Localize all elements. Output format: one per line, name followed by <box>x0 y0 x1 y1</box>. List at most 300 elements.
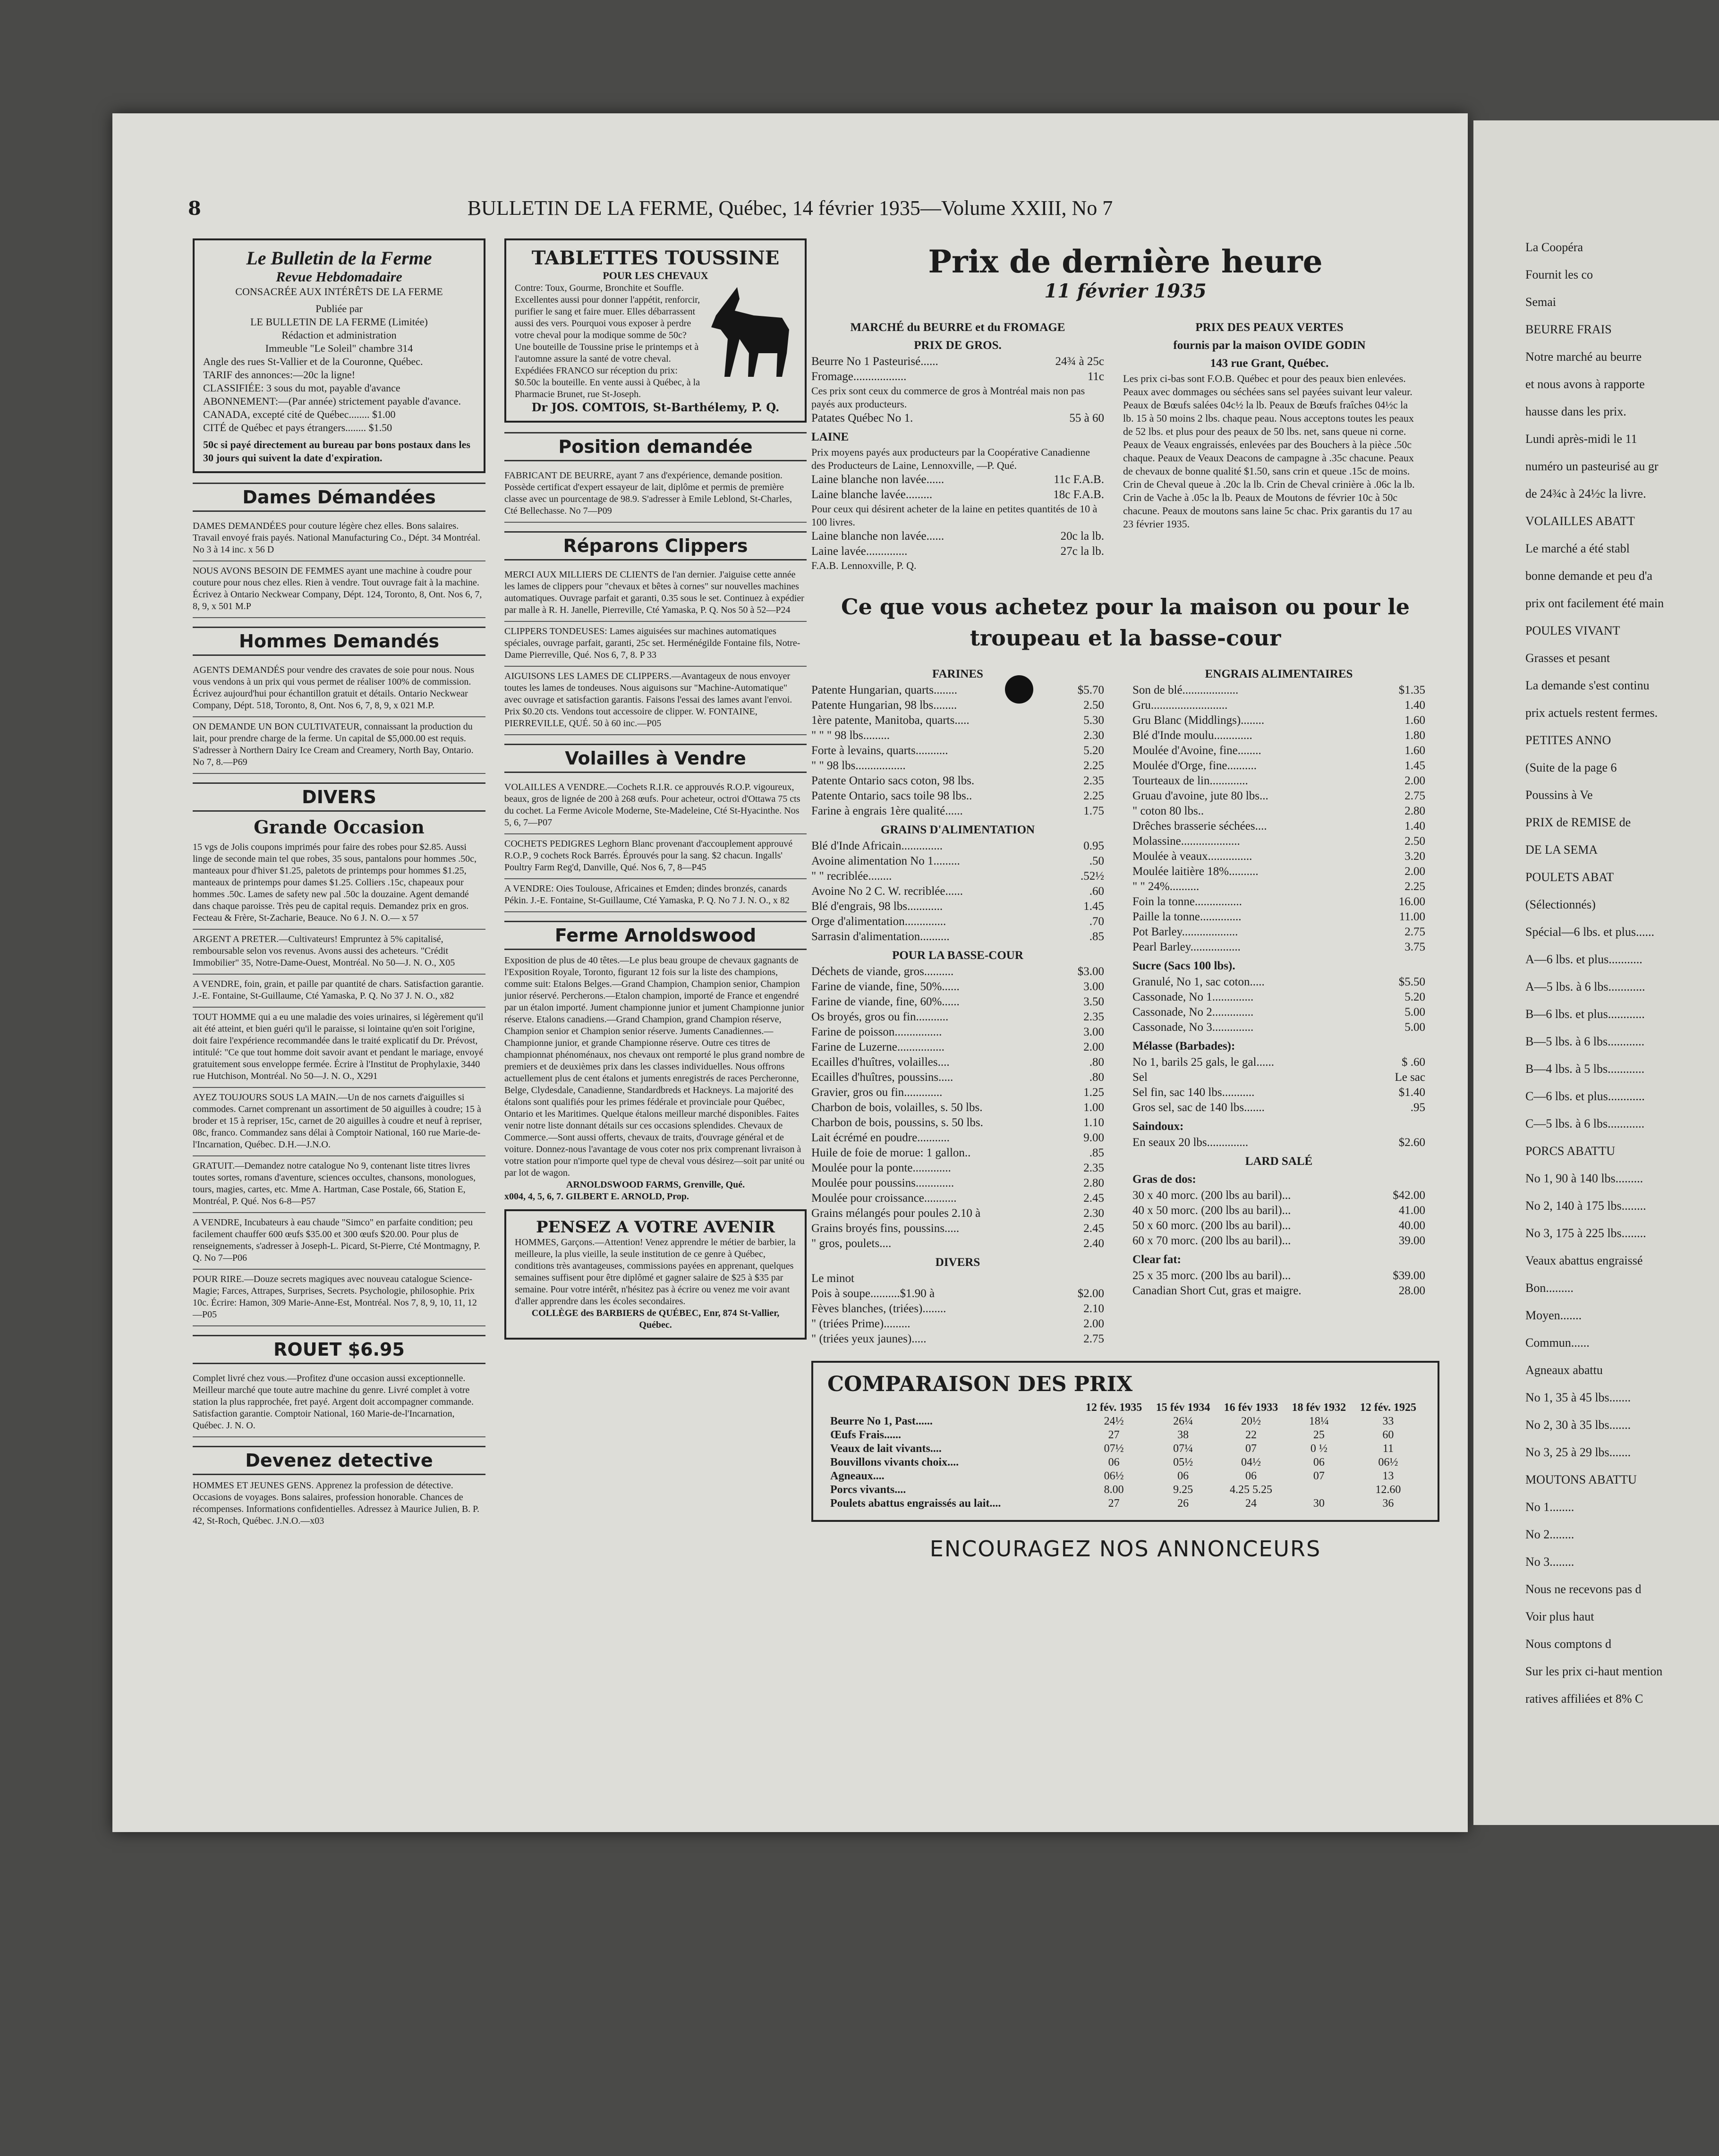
price-label: " " " 98 lbs......... <box>811 729 890 742</box>
price-value: 1.40 <box>1404 820 1425 832</box>
divers-ad: POUR RIRE.—Douze secrets magiques avec nouveau catalogue Science-Magie; Farces, Attrapes, Surprises, Secrets. Psychologie, philosophie. Prix 10c. Écrire: Hamon, 309 Marie-Anne-Est, Montréal. Nos 7, 8, 9, 10, 11, 12—P05 <box>193 1270 485 1326</box>
edge-line: A—6 lbs. et plus........... <box>1525 952 1642 966</box>
masthead-subtitle: Revue Hebdomadaire <box>276 269 402 285</box>
table-row <box>827 1415 1423 1428</box>
row-label: Agneaux.... <box>830 1470 885 1482</box>
row-value: 06 <box>1108 1456 1120 1468</box>
edge-line: Grasses et pesant <box>1525 651 1610 665</box>
edge-line: No 2, 140 à 175 lbs........ <box>1525 1199 1646 1213</box>
price-label: " " 24%.......... <box>1132 880 1200 893</box>
price-row <box>811 698 1104 713</box>
lard-title: LARD SALÉ <box>1245 1155 1313 1168</box>
price-label: Patente Hungarian, 98 lbs........ <box>811 699 957 712</box>
price-label: Sarrasin d'alimentation.......... <box>811 930 950 943</box>
hommes-ad: ON DEMANDE UN BON CULTIVATEUR, connaissant la production du lait, pour prendre charge de la ferme. Un capital de $5,000.00 est requis. S'adresser à Northern Dairy Ice Cream and Creamery, North Bay, Ontario. No 7, 8.—P69 <box>193 717 485 774</box>
canada-rate: CANADA, excepté cité de Québec........ $1.00 <box>203 408 396 420</box>
price-row <box>811 804 1104 819</box>
laine-foot: F.A.B. Lennoxville, P. Q. <box>811 560 917 571</box>
toussine-sign: Dr JOS. COMTOIS, St-Barthélemy, P. Q. <box>531 400 780 414</box>
row-value: 04½ <box>1241 1456 1261 1468</box>
price-label: Avoine No 2 C. W. recriblée...... <box>811 885 963 898</box>
row-value: 30 <box>1313 1497 1325 1510</box>
price-label: Blé d'Inde Africain.............. <box>811 840 943 852</box>
price-value: 3.00 <box>1083 980 1104 993</box>
marche-note: Ces prix sont ceux du commerce de gros à Montréal mais non pas payés aux producteurs. <box>811 385 1085 410</box>
column-3 <box>811 238 1439 1562</box>
divers-ad: GRATUIT.—Demandez notre catalogue No 9, contenant liste titres livres toutes sortes, romans d'aventure, sciences occultes, chansons, monologues, tours, magies, cartes, etc. Mme A. Hartman, Case Postale, 66, Station E, Montréal, P. Qué. Nos 6-8—P57 <box>193 1156 485 1213</box>
edge-line: (Sélectionnés) <box>1525 898 1596 911</box>
row-value: 18¼ <box>1309 1415 1329 1427</box>
price-value: 1.75 <box>1083 805 1104 817</box>
price-label: Gru.......................... <box>1132 699 1228 712</box>
basse-title: POUR LA BASSE-COUR <box>892 949 1023 962</box>
price-row <box>1132 1100 1425 1115</box>
price-row <box>1132 683 1425 698</box>
price-row <box>811 839 1104 854</box>
arnold-text: Exposition de plus de 40 têtes.—Le plus beau groupe de chevaux gagnants de l'Exposition Royale, Toronto, figurant 12 fois sur la liste des champions, comme suit: Etalons Belges.—Grand Champion, Champion senior, Champion junior réservé. Percherons.—Etalon champion, importé de France et engendré par un étalon importé. Jument championne junior et jument Championne junior réserve. Etalons canadiens.—Grand Champion, grand Champion réserve, Champion senior et Champion senior réserve. Juments Canadiennes.—Championne junior, et grande Championne réserve. Outre ces titres de championnat phénoménaux, nos chevaux ont remporté le plus grand nombre de premiers et de deuxièmes prix dans les classes individuelles. Nous offrons actuellement plus de cent étalons et juments enregistrés de races Percheronne, Belge, Clydesdale, Canadienne, Standardbreds et Hackneys. La majorité des étalons sont qualifiés pour les primes fédérale et provinciale pour Québec, Ontario et les Maritimes. Quelque étalons meilleur marché disponibles. Faites venir notre liste donnant détails sur ces occasions splendides. Chevaux de Commerce.—Sont aussi offerts, chevaux de traits, d'ouvrage général et de voiture. Donnez-nous l'avantage de vous coter nos prix comprenant livraison à votre station pour n'importe quel type de cheval vous désirez—soit par unité ou par lot de wagon. <box>504 955 805 1178</box>
volailles-ad: A VENDRE: Oies Toulouse, Africaines et Emden; dindes bronzés, canards Pékin. J.-E. Fontaine, St-Guillaume, Cté Yamaska, P. Q. No 7 J. N. O., x 82 <box>504 879 807 912</box>
price-label: Patente Hungarian, quarts........ <box>811 684 957 696</box>
price-value: 2.25 <box>1083 759 1104 772</box>
price-label: Tourteaux de lin............. <box>1132 774 1248 787</box>
edge-line: de 24¾c à 24½c la livre. <box>1525 487 1646 501</box>
comparaison-title: COMPARAISON DES PRIX <box>827 1372 1133 1396</box>
price-value: $39.00 <box>1393 1269 1425 1282</box>
masthead-note: 50c si payé directement au bureau par bons postaux dans les 30 jours qui suivent la date d'expiration. <box>203 439 470 464</box>
price-value: .60 <box>1089 885 1104 898</box>
edge-line: (Suite de la page 6 <box>1525 761 1617 774</box>
row-value: 13 <box>1382 1470 1394 1482</box>
clippers-ad: CLIPPERS TONDEUSES: Lames aiguisées sur machines automatiques spéciales, ouvrage parfait, garanti, 25c set. Herménégilde Fontaine fils, Notre-Dame Pierreville, Qué. Nos 6, 7, 8. P 33 <box>504 622 807 667</box>
sucre-title: Sucre (Sacs 100 lbs). <box>1132 959 1235 972</box>
row-value: 06½ <box>1378 1456 1398 1468</box>
saindoux-title: Saindoux: <box>1132 1120 1184 1133</box>
price-row: Patates Québec No 1. 55 à 60 <box>811 412 1104 424</box>
price-row <box>811 1316 1104 1332</box>
price-row <box>811 1010 1104 1025</box>
price-label: Moulée pour poussins............. <box>811 1177 954 1189</box>
marche-column <box>811 316 1104 572</box>
volailles-ad: VOLAILLES A VENDRE.—Cochets R.I.R. ce approuvés R.O.P. vigoureux, beaux, gros de lignée de 200 à 268 œufs. Pour acheteur, octroi d'Ottawa 75 cts du cochet. La Ferme Avicole Moderne, Ste-Madeleine, Cté St-Hyacinthe. Nos 5, 6, 7—P07 <box>504 778 807 834</box>
price-value: 39.00 <box>1398 1234 1425 1247</box>
price-label: " (triées yeux jaunes)..... <box>811 1333 927 1345</box>
publisher: LE BULLETIN DE LA FERME (Limitée) <box>250 316 428 328</box>
row-value: 25 <box>1313 1429 1325 1441</box>
edge-line: Poussins à Ve <box>1525 788 1593 802</box>
price-value: .85 <box>1089 1146 1104 1159</box>
adjacent-page-edge <box>1473 120 1719 1825</box>
price-label: 25 x 35 morc. (200 lbs au baril)... <box>1132 1269 1291 1282</box>
price-value: 2.80 <box>1083 1177 1104 1189</box>
price-value: 2.50 <box>1404 835 1425 848</box>
price-row: Laine blanche non lavée...... 11c F.A.B. <box>811 473 1104 486</box>
price-value: 1.40 <box>1404 699 1425 712</box>
price-row <box>811 683 1104 698</box>
price-value: $5.70 <box>1077 684 1104 696</box>
table-row <box>827 1497 1423 1511</box>
price-label: Gros sel, sac de 140 lbs....... <box>1132 1101 1265 1114</box>
price-row <box>1132 909 1425 925</box>
divers-price-title: DIVERS <box>935 1256 980 1269</box>
price-value: $5.50 <box>1398 976 1425 988</box>
price-row <box>811 1271 1104 1286</box>
price-row <box>1132 773 1425 789</box>
price-label: Pois à soupe..........$1.90 à <box>811 1287 935 1300</box>
price-value: 2.25 <box>1083 789 1104 802</box>
price-row <box>811 929 1104 944</box>
price-row <box>1132 834 1425 849</box>
price-label: Cassonade, No 3.............. <box>1132 1021 1254 1034</box>
edge-line: prix actuels restent fermes. <box>1525 706 1658 720</box>
price-label: Moulée à veaux............... <box>1132 850 1252 863</box>
row-value: 27 <box>1108 1429 1120 1441</box>
price-row: Laine lavée.............. 27c la lb. <box>811 545 1104 558</box>
edge-line: La Coopéra <box>1525 240 1583 254</box>
price-label: Gruau d'avoine, jute 80 lbs... <box>1132 789 1268 802</box>
toussine-box <box>504 238 807 423</box>
comparaison-column-header: 15 fév 1934 <box>1156 1401 1210 1414</box>
page-number: 8 <box>188 197 201 220</box>
price-label: Drêches brasserie séchées.... <box>1132 820 1267 832</box>
punch-hole-icon <box>1005 675 1033 704</box>
edge-line: No 2........ <box>1525 1528 1574 1541</box>
price-label: Avoine alimentation No 1......... <box>811 855 960 867</box>
row-label: Porcs vivants.... <box>830 1484 906 1496</box>
edge-line: La demande s'est continu <box>1525 679 1650 692</box>
edge-line: Fournit les co <box>1525 268 1593 281</box>
price-value: .52½ <box>1081 870 1104 883</box>
price-value: 1.00 <box>1083 1101 1104 1114</box>
detective-title: Devenez detective <box>193 1446 485 1475</box>
price-value: 5.20 <box>1083 744 1104 757</box>
divers-ad: ARGENT A PRETER.—Cultivateurs! Empruntez à 5% capitalisé, remboursable selon vos revenus. Avons aussi des acheteurs. "Crédit Immobilier" 35, Notre-Dame-Ouest, Montréal. No 50—J. N. O., X05 <box>193 930 485 975</box>
edge-line: No 3, 25 à 29 lbs....... <box>1525 1445 1631 1459</box>
price-row <box>1132 990 1425 1005</box>
price-row <box>1132 698 1425 713</box>
grande-occasion-title: Grande Occasion <box>254 816 425 838</box>
sucre-list <box>1132 975 1425 1035</box>
detective-text: HOMMES ET JEUNES GENS. Apprenez la profession de détective. Occasions de voyages. Bons salaires, profession honorable. Chances de récompenses. Informations confidentielles. Adressez à Maurice Julien, B. P. 42, St-Roch, Québec. J.N.O.—x03 <box>193 1480 480 1526</box>
edge-line: et nous avons à rapporte <box>1525 377 1645 391</box>
price-label: 50 x 60 morc. (200 lbs au baril)... <box>1132 1219 1291 1232</box>
row-value: 07¼ <box>1173 1443 1193 1455</box>
row-value: 05½ <box>1173 1456 1193 1468</box>
price-value: 9.00 <box>1083 1131 1104 1144</box>
price-value: 2.45 <box>1083 1192 1104 1205</box>
masthead-tagline: CONSACRÉE AUX INTÉRÊTS DE LA FERME <box>235 286 443 297</box>
price-value: 2.75 <box>1404 789 1425 802</box>
edge-line: Agneaux abattu <box>1525 1363 1603 1377</box>
price-row: En seaux 20 lbs.............. $2.60 <box>1132 1136 1425 1149</box>
price-row <box>1132 864 1425 879</box>
price-label: Cassonade, No 2.............. <box>1132 1006 1254 1019</box>
table-row <box>827 1428 1423 1442</box>
footer-slogan: ENCOURAGEZ NOS ANNONCEURS <box>929 1536 1321 1562</box>
price-value: 2.50 <box>1083 699 1104 712</box>
grains-list <box>811 839 1104 944</box>
price-label: Sel <box>1132 1071 1148 1084</box>
row-label: Beurre No 1, Past...... <box>830 1415 933 1427</box>
price-value: 3.00 <box>1083 1026 1104 1038</box>
divers-ad: AYEZ TOUJOURS SOUS LA MAIN.—Un de nos carnets d'aiguilles si commodes. Carnet comprenant un assortiment de 50 aiguilles à coudre; 15 à broder et 15 à repriser, 15c, carnet de 20 aiguilles à coudre et neuf à repriser, 08c, franco. Commandez sans délai à Comptoir National, 160 rue Marie-de-l'Incarnation, Québec. D.H.—J.N.O. <box>193 1088 485 1156</box>
price-label: Déchets de viande, gros.......... <box>811 965 954 978</box>
price-row <box>811 1176 1104 1191</box>
price-value: $2.00 <box>1077 1287 1104 1300</box>
price-row: Laine blanche lavée......... 18c F.A.B. <box>811 488 1104 501</box>
clippers-ad: AIGUISONS LES LAMES DE CLIPPERS.—Avantageux de nous envoyer toutes les lames de tondeuses. Nous aiguisons sur "Machine-Automatique" avec ouvrage et satisfaction garantis. Faisons l'essai des lames avant l'envoi. Prix $0.20 cts. Vendons tout accessoire de clipper. W. FONTAINE, PIERREVILLE, QUÉ. 50 à 60 inc.—P05 <box>504 667 807 735</box>
price-row: Laine blanche non lavée...... 20c la lb. <box>811 530 1104 543</box>
edge-line: C—6 lbs. et plus............ <box>1525 1089 1645 1103</box>
row-value: 06½ <box>1104 1470 1124 1482</box>
price-row <box>811 854 1104 869</box>
edge-line: Moyen....... <box>1525 1308 1582 1322</box>
price-row <box>1132 894 1425 909</box>
price-label: Moulée laitière 18%.......... <box>1132 865 1259 878</box>
price-label: Forte à levains, quarts........... <box>811 744 948 757</box>
price-value: 2.35 <box>1083 774 1104 787</box>
price-label: 1ère patente, Manitoba, quarts..... <box>811 714 970 727</box>
price-label: Granulé, No 1, sac coton..... <box>1132 976 1265 988</box>
price-row <box>1132 1268 1425 1283</box>
column-1 <box>193 238 485 1527</box>
price-value: $1.35 <box>1398 684 1425 696</box>
price-label: Pot Barley................... <box>1132 925 1238 938</box>
price-label: 60 x 70 morc. (200 lbs au baril)... <box>1132 1234 1291 1247</box>
row-value: 24½ <box>1104 1415 1124 1427</box>
edge-line: PORCS ABATTU <box>1525 1144 1615 1158</box>
row-value: 22 <box>1245 1429 1257 1441</box>
edge-line: C—5 lbs. à 6 lbs............ <box>1525 1117 1645 1130</box>
row-value: 07 <box>1313 1470 1325 1482</box>
price-value: $1.40 <box>1398 1086 1425 1099</box>
toussine-sub: POUR LES CHEVAUX <box>603 270 708 281</box>
clear-list <box>1132 1268 1425 1299</box>
price-row <box>1132 975 1425 990</box>
price-label: Moulée pour croissance........... <box>811 1192 957 1205</box>
price-row <box>811 994 1104 1010</box>
price-label: Gru Blanc (Middlings)........ <box>1132 714 1265 727</box>
price-label: Gravier, gros ou fin............. <box>811 1086 943 1099</box>
arnold-foot: x004, 4, 5, 6, 7. GILBERT E. ARNOLD, Prop. <box>504 1191 689 1202</box>
edge-line: VOLAILLES ABATT <box>1525 514 1635 528</box>
edge-line: bonne demande et peu d'a <box>1525 569 1652 583</box>
row-value: 0 ½ <box>1310 1443 1328 1455</box>
price-value: 40.00 <box>1398 1219 1425 1232</box>
price-label: Paille la tonne.............. <box>1132 910 1242 923</box>
price-row <box>811 964 1104 979</box>
row-value: 38 <box>1177 1429 1189 1441</box>
price-row <box>811 1191 1104 1206</box>
price-value: 28.00 <box>1398 1284 1425 1297</box>
price-row <box>811 789 1104 804</box>
price-row <box>1132 925 1425 940</box>
edge-line: DE LA SEMA <box>1525 843 1598 857</box>
row-value: 60 <box>1382 1429 1394 1441</box>
price-row <box>811 1206 1104 1221</box>
price-label: Os broyés, gros ou fin........... <box>811 1010 949 1023</box>
price-value: 1.25 <box>1083 1086 1104 1099</box>
price-label: Huile de foie de morue: 1 gallon.. <box>811 1146 971 1159</box>
price-row <box>1132 940 1425 955</box>
price-row <box>1132 804 1425 819</box>
price-value: 16.00 <box>1398 895 1425 908</box>
price-row <box>811 1100 1104 1115</box>
edge-line: No 1, 35 à 45 lbs....... <box>1525 1391 1631 1404</box>
price-row <box>1132 1218 1425 1233</box>
price-row <box>811 979 1104 994</box>
edge-line: Nous ne recevons pas d <box>1525 1582 1642 1596</box>
edge-line: Bon......... <box>1525 1281 1574 1295</box>
price-row <box>1132 743 1425 758</box>
price-row <box>811 773 1104 789</box>
row-label: Œufs Frais...... <box>830 1429 901 1441</box>
price-label: Cassonade, No 1.............. <box>1132 991 1254 1003</box>
price-row <box>1132 1085 1425 1100</box>
laine-title: LAINE <box>811 431 849 443</box>
edge-line: Nous comptons d <box>1525 1637 1611 1651</box>
edge-line: No 2, 30 à 35 lbs....... <box>1525 1418 1631 1432</box>
price-label: Moulée d'Orge, fine.......... <box>1132 759 1257 772</box>
engrais-title: ENGRAIS ALIMENTAIRES <box>1205 668 1353 680</box>
position-title: Position demandée <box>504 432 807 461</box>
price-value: 1.80 <box>1404 729 1425 742</box>
price-label: Grains broyés fins, poussins..... <box>811 1222 960 1235</box>
price-row <box>811 1236 1104 1251</box>
divers-ad: A VENDRE, foin, grain, et paille par quantité de chars. Satisfaction garantie. J.-E. Fontaine, St-Guillaume, Cté Yamaska, P. Q. No 37 J. N. O., x82 <box>193 975 485 1008</box>
newspaper-page <box>112 113 1468 1832</box>
building: Immeuble "Le Soleil" chambre 314 <box>265 342 413 354</box>
price-value: .50 <box>1089 855 1104 867</box>
price-value: $42.00 <box>1393 1189 1425 1202</box>
price-value: 2.00 <box>1404 774 1425 787</box>
price-value: 2.35 <box>1083 1162 1104 1174</box>
row-value: 06 <box>1177 1470 1189 1482</box>
marche-sub: PRIX DE GROS. <box>914 339 1002 352</box>
price-row <box>811 1055 1104 1070</box>
volailles-ad: COCHETS PEDIGRES Leghorn Blanc provenant d'accouplement approuvé R.O.P., 9 cochets Rock Barrés. Éprouvés pour la sang. $2 chacun. Ingalls' Poultry Farm Reg'd, Danville, Qué. Nos 6, 7, 8—P45 <box>504 834 807 879</box>
comparaison-table <box>827 1401 1423 1511</box>
price-value: 2.25 <box>1404 880 1425 893</box>
arnold-title: Ferme Arnoldswood <box>504 921 807 950</box>
edge-line: No 1, 90 à 140 lbs......... <box>1525 1171 1643 1185</box>
edge-line: Commun...... <box>1525 1336 1590 1350</box>
toussine-text: Contre: Toux, Gourme, Bronchite et Souffle. Excellentes aussi pour donner l'appétit, renforcir, purifier le sang et faire muer. Elles débarrassent aussi des vers. Pourquoi vous exposer à perdre votre cheval pour la modique somme de 50c? Une bouteille de Toussine prise le printemps et à l'automne assure la santé de votre cheval. Expédiées FRANCO sur réception du prix: $0.50c la bouteille. En vente aussi à Québec, à la Pharmacie Brunet, rue St-Joseph. <box>515 283 700 399</box>
price-row <box>811 728 1104 743</box>
price-row <box>811 869 1104 884</box>
divers-title: DIVERS <box>193 782 485 812</box>
price-value: 3.50 <box>1083 995 1104 1008</box>
basse-list <box>811 964 1104 1251</box>
avenir-sign: COLLÈGE des BARBIERS de QUÉBEC, Enr, 874 St-Vallier, Québec. <box>531 1308 780 1330</box>
price-row <box>1132 1020 1425 1035</box>
address: Angle des rues St-Vallier et de la Couronne, Québec. <box>203 356 423 367</box>
price-row: Beurre No 1 Pasteurisé...... 24¾ à 25c <box>811 355 1104 368</box>
price-value: 1.45 <box>1404 759 1425 772</box>
price-value: 11.00 <box>1399 910 1425 923</box>
comparaison-column-header: 18 fév 1932 <box>1292 1401 1346 1414</box>
table-row <box>827 1483 1423 1497</box>
price-value: 2.30 <box>1083 1207 1104 1220</box>
price-row <box>811 1332 1104 1347</box>
peaux-addr: 143 rue Grant, Québec. <box>1210 357 1329 370</box>
price-row <box>811 1161 1104 1176</box>
price-row <box>811 914 1104 929</box>
farines-list <box>811 683 1104 819</box>
edge-line: ratives affiliées et 8% C <box>1525 1692 1643 1706</box>
edge-line: prix ont facilement été main <box>1525 596 1664 610</box>
gras-list <box>1132 1188 1425 1248</box>
price-label: " " recriblée........ <box>811 870 892 883</box>
price-label: Son de blé................... <box>1132 684 1239 696</box>
price-value: 2.00 <box>1404 865 1425 878</box>
row-value: 36 <box>1382 1497 1394 1510</box>
price-row <box>811 884 1104 899</box>
price-row: Fromage.................. 11c <box>811 370 1104 383</box>
price-label: Farine de poisson................ <box>811 1026 942 1038</box>
volailles-title: Volailles à Vendre <box>504 744 807 773</box>
price-label: 30 x 40 morc. (200 lbs au baril)... <box>1132 1189 1291 1202</box>
price-label: Moulée pour la ponte............. <box>811 1162 951 1174</box>
peaux-text: Les prix ci-bas sont F.O.B. Québec et pour des peaux bien enlevées. Peaux avec dommages ou séchées sans sel payées suivant leur valeur. Peaux de Bœufs salées 04c½ la lb. Peaux de Bœufs fraîches 04½c la lb. 15 à 50 moins 2 lbs. chaque peau. Nous acceptons toutes les peaux de 52 lbs. et plus pour des peaux de 50 lbs. net, sans queue ni corne. Peaux de Veaux engraissés, enlevées par des Bouchers à la pièce .50c chaque. Peaux de Veaux Deacons de campagne à .35c chacune. Peaux de chevaux de bonne qualité $1.50, sans crin et queue .15c de moins. Crin de Cheval queue à .20c la lb. Crin de Cheval crinière à .06c la lb. Crin de Vache à .05c la lb. Peaux de Moutons de février 10c à 50c chacune. Peaux de moutons sans laine 5c chac. Prix garantis du 17 au 23 février 1935. <box>1123 373 1415 530</box>
melasse-list <box>1132 1055 1425 1115</box>
laine-note2: Pour ceux qui désirent acheter de la laine en petites quantités de 10 à 100 livres. <box>811 503 1098 528</box>
price-row <box>811 1115 1104 1130</box>
edge-line: B—5 lbs. à 6 lbs............ <box>1525 1035 1645 1048</box>
price-value: 2.10 <box>1083 1302 1104 1315</box>
edge-line: PRIX de REMISE de <box>1525 815 1631 829</box>
price-label: Molassine.................... <box>1132 835 1240 848</box>
price-row <box>811 1025 1104 1040</box>
price-value: .95 <box>1410 1101 1425 1114</box>
price-label: Grains mélangés pour poules 2.10 à <box>811 1207 981 1220</box>
peaux-column <box>1123 316 1416 572</box>
row-value: 8.00 <box>1104 1484 1124 1496</box>
row-value: 07½ <box>1104 1443 1124 1455</box>
price-row <box>811 1130 1104 1146</box>
row-value: 07 <box>1245 1443 1257 1455</box>
row-label: Veaux de lait vivants.... <box>830 1443 942 1455</box>
edge-line: hausse dans les prix. <box>1525 405 1626 418</box>
edge-line: POULES VIVANT <box>1525 624 1620 637</box>
toussine-title: TABLETTES TOUSSINE <box>531 247 780 269</box>
row-value: 4.25 5.25 <box>1229 1484 1272 1496</box>
price-row <box>1132 849 1425 864</box>
price-value: $3.00 <box>1077 965 1104 978</box>
price-value: 1.60 <box>1404 744 1425 757</box>
row-label: Bouvillons vivants choix.... <box>830 1456 959 1468</box>
farines-title: FARINES <box>932 668 983 680</box>
abonnement: ABONNEMENT:—(Par année) strictement payable d'avance. <box>203 395 461 407</box>
price-row <box>811 1221 1104 1236</box>
classifiee: CLASSIFIÉE: 3 sous du mot, payable d'avance <box>203 382 400 394</box>
avenir-box <box>504 1209 807 1340</box>
price-value: Le sac <box>1395 1071 1425 1084</box>
edge-line: numéro un pasteurisé au gr <box>1525 459 1659 473</box>
comparaison-column-header: 12 fév. 1935 <box>1085 1401 1142 1414</box>
row-value: 33 <box>1382 1415 1394 1427</box>
row-value: 24 <box>1245 1497 1257 1510</box>
price-row <box>811 713 1104 728</box>
dames-ad: DAMES DEMANDÉES pour couture légère chez elles. Bons salaires. Travail envoyé frais payés. National Manufacturing Co., Dépt. 34 Montréal. No 3 à 14 inc. x 56 D <box>193 517 485 561</box>
price-value: 1.60 <box>1404 714 1425 727</box>
edge-line: Spécial—6 lbs. et plus...... <box>1525 925 1654 939</box>
price-label: 40 x 50 morc. (200 lbs au baril)... <box>1132 1204 1291 1217</box>
price-label: Farine de Luzerne................ <box>811 1041 945 1053</box>
price-label: Blé d'Inde moulu............. <box>1132 729 1252 742</box>
price-label: Charbon de bois, volailles, s. 50 lbs. <box>811 1101 983 1114</box>
edge-line: Sur les prix ci-haut mention <box>1525 1664 1663 1678</box>
comparaison-column-header: 16 fév 1933 <box>1224 1401 1278 1414</box>
